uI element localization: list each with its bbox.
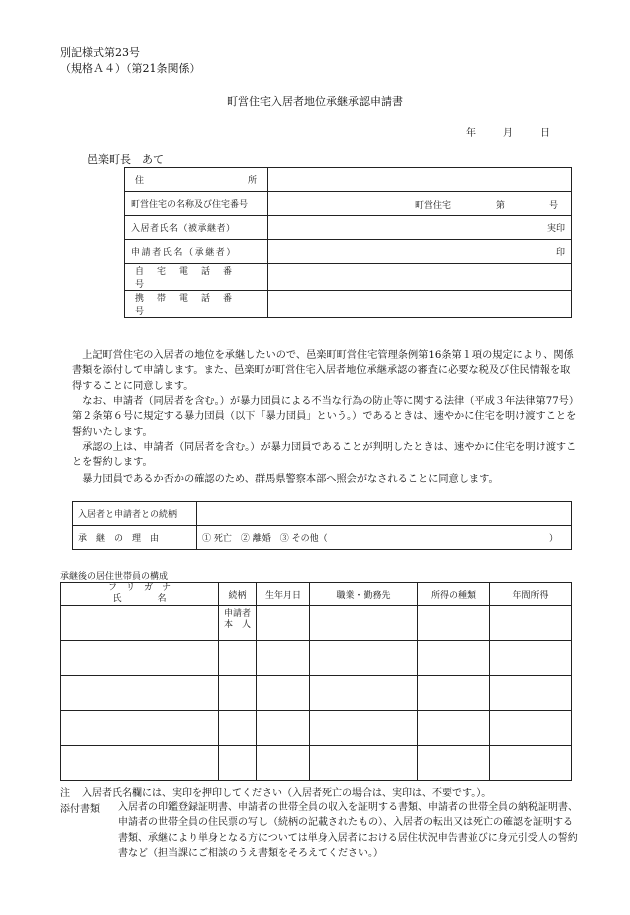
member-name-cell[interactable] bbox=[61, 746, 219, 781]
member-relation-cell[interactable] bbox=[219, 641, 257, 676]
document-title: 町営住宅入居者地位承継承認申請書 bbox=[227, 95, 403, 108]
member-annual-income-cell[interactable] bbox=[490, 676, 572, 711]
reason-label: 承継の理由 bbox=[73, 526, 197, 550]
member-relation-cell[interactable] bbox=[219, 746, 257, 781]
member-relation-cell[interactable] bbox=[219, 711, 257, 746]
first-row-relation-b: 本 人 bbox=[223, 620, 251, 630]
household-row bbox=[61, 606, 572, 641]
member-occupation-cell[interactable] bbox=[310, 746, 418, 781]
mobile-phone-label: 携帯電話番号 bbox=[125, 291, 268, 318]
form-spec: （規格Ａ４）（第21条関係） bbox=[60, 62, 201, 75]
relation-label: 入居者と申請者との続柄 bbox=[73, 502, 197, 526]
date-year: 年 bbox=[466, 128, 476, 139]
housing-row bbox=[125, 192, 572, 216]
member-annual-income-cell[interactable] bbox=[490, 746, 572, 781]
housing-prefix: 町営住宅 bbox=[415, 201, 452, 211]
member-birthdate-cell[interactable] bbox=[257, 746, 310, 781]
member-relation-cell[interactable] bbox=[219, 606, 257, 641]
address-row bbox=[125, 168, 572, 192]
member-occupation-cell[interactable] bbox=[310, 641, 418, 676]
note-label: 注 bbox=[60, 788, 70, 799]
member-income-type-cell[interactable] bbox=[418, 746, 490, 781]
member-relation-cell[interactable] bbox=[219, 676, 257, 711]
attach-text: 入居者の印鑑登録証明書、申請者の世帯全員の収入を証明する書類、申請者の世帯全員の納税証明書、申請者の世帯全員の住民票の写し（続柄の記載されたもの）、入居者の転出又は死亡の確認を証明する書類、承継により単身となる方については単身入居者における居住状況申告書並びに身元引受人の誓約書など（担当課にご相談のうえ書類をそろえてください。） bbox=[118, 802, 578, 860]
address-label-a: 住 bbox=[135, 176, 145, 186]
member-income-type-cell[interactable] bbox=[418, 711, 490, 746]
member-income-type-cell[interactable] bbox=[418, 641, 490, 676]
member-income-type-cell[interactable] bbox=[418, 606, 490, 641]
household-row bbox=[61, 641, 572, 676]
housing-go: 号 bbox=[549, 201, 559, 211]
relation-row bbox=[73, 502, 572, 526]
address-label bbox=[125, 168, 268, 192]
household-caption: 承継後の居住世帯員の構成 bbox=[60, 572, 169, 582]
member-name-cell[interactable] bbox=[61, 676, 219, 711]
relation-field[interactable] bbox=[197, 502, 572, 526]
member-annual-income-cell[interactable] bbox=[490, 641, 572, 676]
reason-field[interactable] bbox=[197, 526, 572, 550]
declaration-3: 承認の上は、申請者（同居者を含む。）が暴力団員であることが判明したときは、速やかに住宅を明け渡すことを誓約します。 bbox=[72, 442, 577, 469]
member-name-cell[interactable] bbox=[61, 606, 219, 641]
member-annual-income-cell[interactable] bbox=[490, 606, 572, 641]
household-table bbox=[60, 582, 572, 781]
resident-row bbox=[125, 216, 572, 240]
relation-table bbox=[72, 501, 572, 550]
housing-dai: 第 bbox=[496, 201, 506, 211]
reason-close: ） bbox=[548, 534, 558, 544]
member-annual-income-cell[interactable] bbox=[490, 711, 572, 746]
resident-field[interactable] bbox=[268, 216, 572, 240]
resident-label: 入居者氏名（被承継者） bbox=[125, 216, 268, 240]
housing-field[interactable] bbox=[268, 192, 572, 216]
declaration-1: 上記町営住宅の入居者の地位を承継したいので、邑楽町町営住宅管理条例第16条第１項の規定により、関係書類を添付して申請します。また、邑楽町が町営住宅入居者地位承継承認の審査に必要な税及び住民情報を取得することに同意します。 bbox=[72, 350, 574, 392]
header-furigana: フ リ ガ ナ bbox=[107, 583, 171, 593]
mobile-phone-row bbox=[125, 291, 572, 318]
home-phone-label: 自宅電話番号 bbox=[125, 264, 268, 291]
applicant-table bbox=[124, 167, 572, 318]
reason-row bbox=[73, 526, 572, 550]
member-birthdate-cell[interactable] bbox=[257, 711, 310, 746]
header-income-type: 所得の種類 bbox=[418, 583, 490, 606]
form-number: 別記様式第23号 bbox=[60, 46, 140, 59]
housing-label: 町営住宅の名称及び住宅番号 bbox=[125, 192, 268, 216]
applicant-seal-mark: 印 bbox=[555, 248, 565, 258]
member-occupation-cell[interactable] bbox=[310, 606, 418, 641]
home-phone-row bbox=[125, 264, 572, 291]
header-relation: 続柄 bbox=[219, 583, 257, 606]
header-fullname: 氏 名 bbox=[112, 594, 167, 604]
address-field[interactable] bbox=[268, 168, 572, 192]
header-birthdate: 生年月日 bbox=[257, 583, 310, 606]
member-income-type-cell[interactable] bbox=[418, 676, 490, 711]
address-label-b: 所 bbox=[247, 176, 257, 186]
applicant-row bbox=[125, 240, 572, 264]
applicant-field[interactable] bbox=[268, 240, 572, 264]
declaration-4: 暴力団員であるか否かの確認のため、群馬県警察本部へ照会がなされることに同意します。 bbox=[82, 474, 499, 485]
household-row bbox=[61, 746, 572, 781]
mobile-phone-field[interactable] bbox=[268, 291, 572, 318]
member-birthdate-cell[interactable] bbox=[257, 606, 310, 641]
resident-seal-mark: 実印 bbox=[546, 224, 565, 234]
member-name-cell[interactable] bbox=[61, 711, 219, 746]
header-annual-income: 年間所得 bbox=[490, 583, 572, 606]
home-phone-field[interactable] bbox=[268, 264, 572, 291]
date-day: 日 bbox=[540, 128, 550, 139]
first-row-relation-a: 申請者 bbox=[223, 609, 251, 619]
member-name-cell[interactable] bbox=[61, 641, 219, 676]
date-month: 月 bbox=[503, 128, 513, 139]
member-birthdate-cell[interactable] bbox=[257, 676, 310, 711]
member-birthdate-cell[interactable] bbox=[257, 641, 310, 676]
reason-options[interactable]: ① 死亡 ② 離婚 ③ その他（ bbox=[202, 534, 328, 544]
applicant-label: 申請者氏名（承継者） bbox=[125, 240, 268, 264]
attach-label: 添付書類 bbox=[60, 804, 100, 815]
addressee: 邑楽町長 あて bbox=[87, 153, 164, 166]
member-occupation-cell[interactable] bbox=[310, 711, 418, 746]
household-header-row bbox=[61, 583, 572, 606]
household-row bbox=[61, 676, 572, 711]
header-name bbox=[61, 583, 219, 606]
declaration-2: なお、申請者（同居者を含む。）が暴力団員による不当な行為の防止等に関する法律（平成３年法律第77号）第２条第６号に規定する暴力団員（以下「暴力団員」という。）であるときは、速やかに住宅を明け渡すことを誓約いたします。 bbox=[72, 396, 580, 438]
member-occupation-cell[interactable] bbox=[310, 676, 418, 711]
household-row bbox=[61, 711, 572, 746]
header-occupation: 職業・勤務先 bbox=[310, 583, 418, 606]
note-text: 入居者氏名欄には、実印を押印してください（入居者死亡の場合は、実印は、不要です。）。 bbox=[82, 788, 492, 799]
